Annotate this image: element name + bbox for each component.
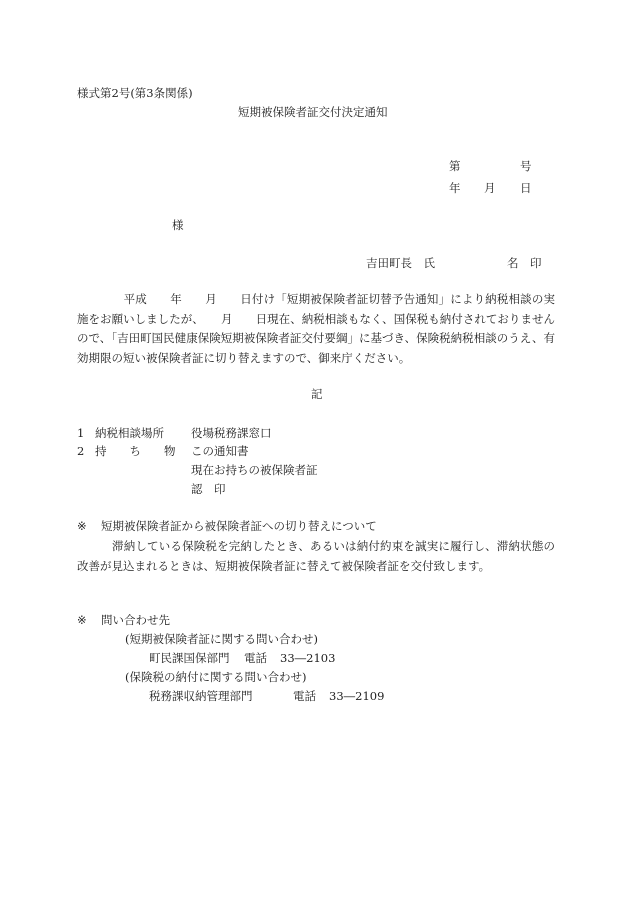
ki-heading: 記 bbox=[311, 387, 323, 401]
item-2-number: 2 bbox=[77, 444, 85, 458]
item-1-label: 納税相談場所 bbox=[95, 426, 164, 440]
ref-number-suffix: 号 bbox=[520, 159, 532, 173]
sender-name: 名 bbox=[507, 256, 519, 270]
contact-tel-label-2: 電話 bbox=[293, 689, 316, 703]
sender-seal: 印 bbox=[530, 256, 542, 270]
contact-mark: ※ bbox=[77, 613, 87, 627]
item-2-value: この通知書 bbox=[191, 444, 249, 458]
form-number: 様式第2号(第3条関係) bbox=[77, 86, 193, 100]
note-text: 滞納している保険税を完納したとき、あるいは納付約束を誠実に履行し、滞納状態の改善が見込まれるときは、短期被保険者証に替えて被保険者証を交付致します。 bbox=[77, 539, 555, 573]
body-paragraph bbox=[77, 290, 555, 368]
sender-title: 吉田町長 氏 bbox=[366, 256, 435, 270]
contact-tel-label-1: 電話 bbox=[244, 651, 267, 665]
contact-tel-2: 33―2109 bbox=[329, 689, 385, 703]
note-heading: 短期被保険者証から被保険者証への切り替えについて bbox=[101, 519, 377, 533]
item-2-value-2: 現在お持ちの被保険者証 bbox=[191, 463, 318, 477]
contact-tel-1: 33―2103 bbox=[280, 651, 336, 665]
contact-dept-2: 税務課収納管理部門 bbox=[149, 689, 253, 703]
contact-heading: 問い合わせ先 bbox=[101, 613, 170, 627]
contact-group-1: (短期被保険者証に関する問い合わせ) bbox=[125, 632, 318, 646]
ref-number-label: 第 bbox=[449, 159, 461, 173]
item-2-value-3: 認 印 bbox=[191, 482, 226, 496]
note-paragraph bbox=[77, 537, 555, 576]
item-1-value: 役場税務課窓口 bbox=[191, 426, 272, 440]
date-year: 年 bbox=[449, 181, 461, 195]
body-text: 平成 年 月 日付け「短期被保険者証切替予告通知」により納税相談の実施をお願いしましたが、 月 日現在、納税相談もなく、国保税も納付されておりませんので、「吉田町国民健康保険短期被保険者証交付要綱」に基づき、保険税納税相談のうえ、有効期限の短い被保険者証に切り替えますので、御来庁ください。 bbox=[77, 292, 555, 365]
date-month: 月 bbox=[484, 181, 496, 195]
note-mark: ※ bbox=[77, 519, 87, 533]
item-2-label: 持 ち 物 bbox=[95, 444, 176, 458]
contact-dept-1: 町民課国保部門 bbox=[149, 651, 230, 665]
item-1-number: 1 bbox=[77, 426, 85, 440]
document-title: 短期被保険者証交付決定通知 bbox=[238, 105, 388, 119]
date-day: 日 bbox=[520, 181, 532, 195]
contact-group-2: (保険税の納付に関する問い合わせ) bbox=[125, 670, 307, 684]
addressee-honorific: 様 bbox=[172, 218, 184, 232]
